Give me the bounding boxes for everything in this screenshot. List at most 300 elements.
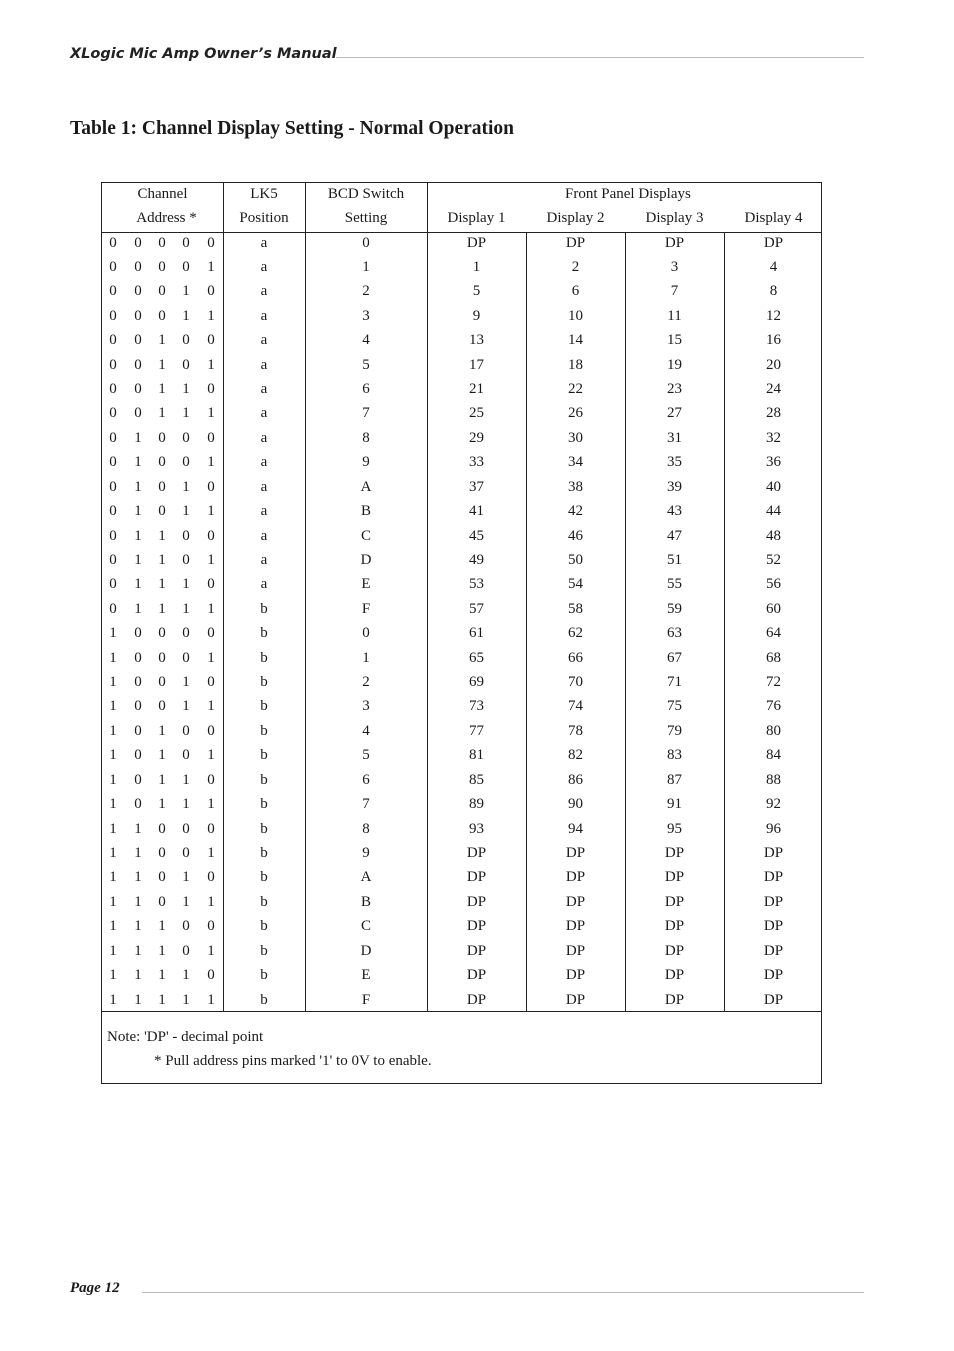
bcd-setting-cell: 0 — [362, 234, 370, 251]
bcd-setting-cell: C — [360, 527, 371, 544]
display-3-cell: 83 — [667, 747, 682, 764]
display-3-cell: DP — [664, 234, 685, 251]
bcd-setting-cell: 6 — [362, 771, 370, 788]
display-4-cell: 68 — [766, 649, 781, 666]
lk5-position-cell: b — [260, 796, 268, 813]
bcd-setting-cell: 4 — [362, 332, 370, 349]
lk5-position-cell: b — [260, 698, 268, 715]
display-3-cell: 19 — [667, 356, 682, 373]
display-2-cell: 2 — [571, 258, 580, 275]
address-bit: 0 — [109, 503, 117, 520]
address-bit: 1 — [158, 600, 166, 617]
table-title: Table 1: Channel Display Setting - Normal Operation — [70, 118, 515, 139]
lk5-position-cell: a — [260, 283, 268, 300]
display-3-cell: 47 — [667, 527, 682, 544]
address-bit: 1 — [182, 967, 190, 984]
display-2-cell: 74 — [568, 698, 583, 715]
display-1-cell: 49 — [469, 551, 484, 568]
address-bit: 1 — [109, 967, 117, 984]
display-4-cell: 32 — [766, 429, 781, 446]
display-3-cell: 51 — [667, 551, 682, 568]
address-bit: 1 — [109, 820, 117, 837]
bcd-setting-cell: F — [361, 600, 371, 617]
address-bit: 0 — [207, 674, 215, 691]
lk5-position-cell: a — [260, 258, 268, 275]
address-bit: 0 — [182, 722, 190, 739]
lk5-position-cell: b — [260, 649, 268, 666]
header-lk5: LK5 — [250, 186, 278, 202]
address-bit: 0 — [182, 454, 190, 471]
display-2-cell: DP — [565, 234, 586, 251]
display-2-cell: 6 — [571, 283, 580, 300]
address-bit: 1 — [109, 869, 117, 886]
lk5-position-cell: b — [260, 845, 268, 861]
display-4-cell: DP — [763, 967, 784, 984]
display-2-cell: 46 — [568, 527, 583, 544]
display-2-cell: 62 — [568, 625, 583, 642]
address-bit: 0 — [207, 283, 215, 300]
display-3-cell: 87 — [667, 771, 682, 788]
address-bit: 0 — [134, 234, 142, 251]
display-4-cell: 24 — [766, 381, 781, 398]
display-3-cell: DP — [664, 869, 685, 886]
address-bit: 1 — [109, 722, 117, 739]
address-bit: 1 — [109, 771, 117, 788]
display-1-cell: 17 — [469, 356, 484, 373]
address-bit: 0 — [207, 918, 215, 935]
address-bit: 0 — [207, 381, 215, 398]
address-bit: 1 — [182, 478, 190, 495]
display-2-cell: 70 — [568, 674, 583, 691]
address-bit: 1 — [134, 429, 142, 446]
display-2-cell: 38 — [568, 478, 583, 495]
display-3-cell: 27 — [667, 405, 682, 422]
display-4-cell: 96 — [766, 820, 781, 837]
address-bit: 0 — [134, 332, 142, 349]
bcd-setting-cell: D — [360, 551, 372, 568]
display-2-cell: 86 — [568, 771, 583, 788]
address-bit: 0 — [134, 356, 142, 373]
address-bit: 1 — [109, 625, 117, 642]
display-2-cell: 66 — [568, 649, 583, 666]
address-bit: 0 — [109, 429, 117, 446]
bcd-setting-cell: A — [360, 478, 372, 495]
address-bit: 0 — [207, 771, 215, 788]
lk5-position-cell: a — [260, 332, 268, 349]
bcd-setting-cell: 5 — [362, 747, 370, 764]
address-bit: 1 — [207, 796, 215, 813]
display-4-cell: 28 — [766, 405, 781, 422]
footer-rule — [142, 1292, 864, 1293]
address-bit: 0 — [109, 234, 117, 251]
lk5-position-cell: a — [260, 576, 268, 593]
address-bit: 0 — [182, 747, 190, 764]
display-3-cell: DP — [664, 942, 685, 959]
display-3-cell: 39 — [667, 478, 682, 495]
display-1-cell: DP — [466, 845, 487, 861]
display-4-cell: 76 — [766, 698, 781, 715]
display-3-cell: DP — [664, 918, 685, 935]
address-bit: 1 — [158, 991, 166, 1008]
address-bit: 1 — [158, 796, 166, 813]
bcd-setting-cell: 3 — [362, 307, 370, 324]
address-bit: 1 — [109, 796, 117, 813]
display-1-cell: DP — [466, 869, 487, 886]
lk5-position-cell: a — [260, 478, 268, 495]
display-4-cell: 52 — [766, 551, 781, 568]
header-display-1: Display 1 — [447, 210, 506, 226]
header-display-4: Display 4 — [744, 210, 803, 226]
address-bit: 1 — [134, 503, 142, 520]
display-1-cell: 77 — [469, 722, 484, 739]
address-bit: 0 — [134, 698, 142, 715]
bcd-setting-cell: 7 — [362, 405, 370, 422]
bcd-setting-cell: 9 — [362, 845, 370, 861]
lk5-position-cell: a — [260, 551, 268, 568]
display-2-cell: 94 — [568, 820, 583, 837]
display-4-cell: DP — [763, 942, 784, 959]
address-bit: 1 — [207, 893, 215, 910]
address-bit: 1 — [207, 747, 215, 764]
address-bit: 0 — [182, 551, 190, 568]
display-1-cell: DP — [466, 918, 487, 935]
bcd-setting-cell: D — [360, 942, 372, 959]
display-4-cell: 64 — [766, 625, 781, 642]
display-4-cell: 84 — [766, 747, 781, 764]
display-3-cell: 31 — [667, 429, 682, 446]
display-3-cell: 11 — [667, 307, 682, 324]
display-1-cell: 89 — [469, 796, 484, 813]
display-3-cell: 43 — [667, 503, 682, 520]
display-3-cell: 55 — [667, 576, 682, 593]
address-bit: 1 — [134, 893, 142, 910]
address-bit: 1 — [182, 503, 190, 520]
bcd-setting-cell: E — [361, 576, 371, 593]
address-bit: 1 — [158, 747, 166, 764]
display-4-cell: 20 — [766, 356, 781, 373]
display-2-cell: DP — [565, 967, 586, 984]
lk5-position-cell: b — [260, 674, 268, 691]
display-3-cell: 7 — [670, 283, 679, 300]
address-bit: 0 — [182, 258, 190, 275]
address-bit: 0 — [207, 869, 215, 886]
address-bit: 0 — [109, 258, 117, 275]
address-bit: 1 — [109, 893, 117, 910]
display-2-cell: 22 — [568, 381, 583, 398]
display-1-cell: 37 — [469, 478, 484, 495]
display-4-cell: DP — [763, 869, 784, 886]
address-bit: 0 — [207, 722, 215, 739]
address-bit: 1 — [134, 551, 142, 568]
address-bit: 1 — [182, 381, 190, 398]
address-bit: 0 — [134, 405, 142, 422]
bcd-setting-cell: 7 — [362, 796, 370, 813]
address-bit: 1 — [158, 405, 166, 422]
address-bit: 1 — [207, 454, 215, 471]
address-bit: 1 — [207, 698, 215, 715]
header-address: Address * — [136, 210, 197, 226]
lk5-position-cell: a — [260, 429, 268, 446]
lk5-position-cell: b — [260, 747, 268, 764]
header-display-2: Display 2 — [546, 210, 605, 226]
address-bit: 1 — [207, 845, 215, 861]
display-1-cell: 21 — [469, 381, 484, 398]
lk5-position-cell: a — [260, 381, 268, 398]
address-bit: 0 — [158, 625, 166, 642]
bcd-setting-cell: F — [361, 991, 371, 1008]
address-bit: 0 — [158, 503, 166, 520]
address-bit: 0 — [134, 283, 142, 300]
lk5-position-cell: a — [260, 307, 268, 324]
display-2-cell: DP — [565, 845, 586, 861]
address-bit: 1 — [134, 942, 142, 959]
display-3-cell: DP — [664, 991, 685, 1008]
address-bit: 0 — [182, 625, 190, 642]
display-3-cell: 3 — [670, 258, 679, 275]
address-bit: 1 — [182, 893, 190, 910]
display-4-cell: 12 — [766, 307, 781, 324]
display-1-cell: 57 — [469, 600, 484, 617]
address-bit: 1 — [182, 674, 190, 691]
address-bit: 1 — [158, 942, 166, 959]
address-bit: 1 — [182, 576, 190, 593]
address-bit: 0 — [207, 576, 215, 593]
address-bit: 1 — [134, 576, 142, 593]
address-bit: 0 — [158, 674, 166, 691]
address-bit: 1 — [158, 381, 166, 398]
display-1-cell: 41 — [469, 503, 484, 520]
address-bit: 0 — [109, 381, 117, 398]
lk5-position-cell: b — [260, 722, 268, 739]
display-4-cell: 44 — [766, 503, 781, 520]
address-bit: 0 — [134, 796, 142, 813]
address-bit: 1 — [182, 991, 190, 1008]
display-2-cell: DP — [565, 991, 586, 1008]
lk5-position-cell: b — [260, 893, 268, 910]
address-bit: 1 — [182, 796, 190, 813]
address-bit: 1 — [158, 527, 166, 544]
address-bit: 0 — [134, 258, 142, 275]
address-bit: 1 — [182, 600, 190, 617]
lk5-position-cell: b — [260, 918, 268, 935]
address-bit: 1 — [158, 967, 166, 984]
address-bit: 0 — [134, 747, 142, 764]
display-3-cell: DP — [664, 893, 685, 910]
display-2-cell: 90 — [568, 796, 583, 813]
address-bit: 0 — [109, 454, 117, 471]
address-bit: 0 — [109, 356, 117, 373]
address-bit: 1 — [109, 918, 117, 935]
display-1-cell: 73 — [469, 698, 484, 715]
address-bit: 1 — [158, 332, 166, 349]
display-3-cell: 35 — [667, 454, 682, 471]
address-bit: 0 — [109, 283, 117, 300]
address-bit: 0 — [109, 405, 117, 422]
address-bit: 0 — [134, 307, 142, 324]
address-bit: 1 — [134, 967, 142, 984]
address-bit: 0 — [158, 429, 166, 446]
address-bit: 0 — [134, 722, 142, 739]
running-header-title: XLogic Mic Amp Owner’s Manual — [70, 46, 337, 62]
display-4-cell: DP — [763, 234, 784, 251]
address-bit: 0 — [158, 845, 166, 861]
address-bit: 0 — [207, 478, 215, 495]
address-bit: 1 — [134, 454, 142, 471]
address-bit: 1 — [109, 845, 117, 861]
bcd-setting-cell: A — [360, 869, 372, 886]
address-bit: 1 — [134, 478, 142, 495]
address-bit: 0 — [134, 649, 142, 666]
display-3-cell: 95 — [667, 820, 682, 837]
table-body-bottom-rule — [102, 1011, 821, 1012]
display-4-cell: 92 — [766, 796, 781, 813]
display-1-cell: 9 — [472, 307, 481, 324]
header-display-3: Display 3 — [645, 210, 704, 226]
table-note-address-pins: * Pull address pins marked '1' to 0V to enable. — [154, 1053, 432, 1069]
address-bit: 1 — [158, 722, 166, 739]
display-4-cell: 56 — [766, 576, 781, 593]
bcd-setting-cell: E — [361, 967, 371, 984]
address-bit: 0 — [134, 381, 142, 398]
bcd-setting-cell: C — [360, 918, 371, 935]
address-bit: 1 — [207, 503, 215, 520]
address-bit: 0 — [134, 625, 142, 642]
address-bit: 0 — [134, 674, 142, 691]
display-4-cell: 8 — [769, 283, 778, 300]
address-bit: 0 — [207, 820, 215, 837]
address-bit: 0 — [182, 942, 190, 959]
address-bit: 1 — [158, 551, 166, 568]
address-bit: 0 — [182, 332, 190, 349]
display-2-cell: 50 — [568, 551, 583, 568]
address-bit: 0 — [207, 527, 215, 544]
page-number: Page 12 — [70, 1280, 120, 1296]
address-bit: 1 — [109, 698, 117, 715]
address-bit: 1 — [182, 869, 190, 886]
display-3-cell: 75 — [667, 698, 682, 715]
lk5-position-cell: b — [260, 967, 268, 984]
display-1-cell: 13 — [469, 332, 484, 349]
address-bit: 1 — [109, 747, 117, 764]
address-bit: 1 — [158, 771, 166, 788]
display-1-cell: 61 — [469, 625, 484, 642]
bcd-setting-cell: 1 — [362, 649, 370, 666]
address-bit: 0 — [182, 356, 190, 373]
display-1-cell: DP — [466, 942, 487, 959]
address-bit: 0 — [109, 551, 117, 568]
address-bit: 1 — [134, 600, 142, 617]
display-2-cell: 10 — [568, 307, 583, 324]
header-front-panel-displays: Front Panel Displays — [565, 186, 691, 202]
display-3-cell: 91 — [667, 796, 682, 813]
bcd-setting-cell: 4 — [362, 722, 370, 739]
header-position: Position — [239, 210, 289, 226]
display-1-cell: 1 — [472, 258, 481, 275]
address-bit: 0 — [207, 967, 215, 984]
channel-display-table — [101, 182, 822, 1084]
lk5-position-cell: a — [260, 454, 268, 471]
lk5-position-cell: a — [260, 234, 268, 251]
lk5-position-cell: b — [260, 869, 268, 886]
display-1-cell: 65 — [469, 649, 484, 666]
bcd-setting-cell: 6 — [362, 381, 370, 398]
address-bit: 1 — [182, 307, 190, 324]
address-bit: 1 — [207, 356, 215, 373]
display-1-cell: 25 — [469, 405, 484, 422]
display-3-cell: 79 — [667, 722, 682, 739]
address-bit: 1 — [207, 942, 215, 959]
address-bit: 1 — [182, 405, 190, 422]
display-4-cell: 80 — [766, 722, 781, 739]
display-1-cell: 85 — [469, 771, 484, 788]
address-bit: 1 — [109, 942, 117, 959]
display-2-cell: 54 — [568, 576, 583, 593]
display-3-cell: 67 — [667, 649, 682, 666]
address-bit: 0 — [158, 869, 166, 886]
bcd-setting-cell: 0 — [362, 625, 370, 642]
address-bit: 0 — [109, 307, 117, 324]
display-4-cell: DP — [763, 845, 784, 861]
display-4-cell: 60 — [766, 600, 781, 617]
address-bit: 1 — [134, 820, 142, 837]
address-bit: 0 — [158, 258, 166, 275]
lk5-position-cell: a — [260, 503, 268, 520]
address-bit: 0 — [158, 283, 166, 300]
address-bit: 0 — [109, 332, 117, 349]
header-bcd-switch: BCD Switch — [327, 186, 405, 202]
address-bit: 1 — [207, 649, 215, 666]
display-2-cell: 30 — [568, 429, 583, 446]
display-1-cell: 81 — [469, 747, 484, 764]
address-bit: 1 — [109, 674, 117, 691]
bcd-setting-cell: 3 — [362, 698, 370, 715]
display-1-cell: DP — [466, 234, 487, 251]
bcd-setting-cell: 1 — [362, 258, 370, 275]
display-1-cell: 93 — [469, 820, 484, 837]
display-2-cell: 26 — [568, 405, 583, 422]
address-bit: 0 — [207, 625, 215, 642]
address-bit: 1 — [182, 771, 190, 788]
address-bit: 0 — [182, 234, 190, 251]
display-1-cell: DP — [466, 967, 487, 984]
address-bit: 0 — [109, 478, 117, 495]
display-4-cell: DP — [763, 918, 784, 935]
display-1-cell: 33 — [469, 454, 484, 471]
lk5-position-cell: b — [260, 820, 268, 837]
display-3-cell: 63 — [667, 625, 682, 642]
address-bit: 1 — [182, 283, 190, 300]
display-4-cell: 4 — [769, 258, 778, 275]
address-bit: 0 — [207, 332, 215, 349]
table-note-dp: Note: 'DP' - decimal point — [107, 1029, 264, 1045]
display-1-cell: DP — [466, 893, 487, 910]
display-3-cell: DP — [664, 845, 685, 861]
display-3-cell: 23 — [667, 381, 682, 398]
address-bit: 0 — [207, 429, 215, 446]
display-1-cell: 69 — [469, 674, 484, 691]
address-bit: 1 — [134, 918, 142, 935]
lk5-position-cell: a — [260, 527, 268, 544]
bcd-setting-cell: B — [360, 503, 371, 520]
address-bit: 1 — [182, 698, 190, 715]
lk5-position-cell: b — [260, 625, 268, 642]
address-bit: 1 — [207, 551, 215, 568]
lk5-position-cell: b — [260, 991, 268, 1008]
address-bit: 1 — [207, 307, 215, 324]
address-bit: 0 — [158, 698, 166, 715]
address-bit: 1 — [207, 991, 215, 1008]
display-2-cell: 78 — [568, 722, 583, 739]
